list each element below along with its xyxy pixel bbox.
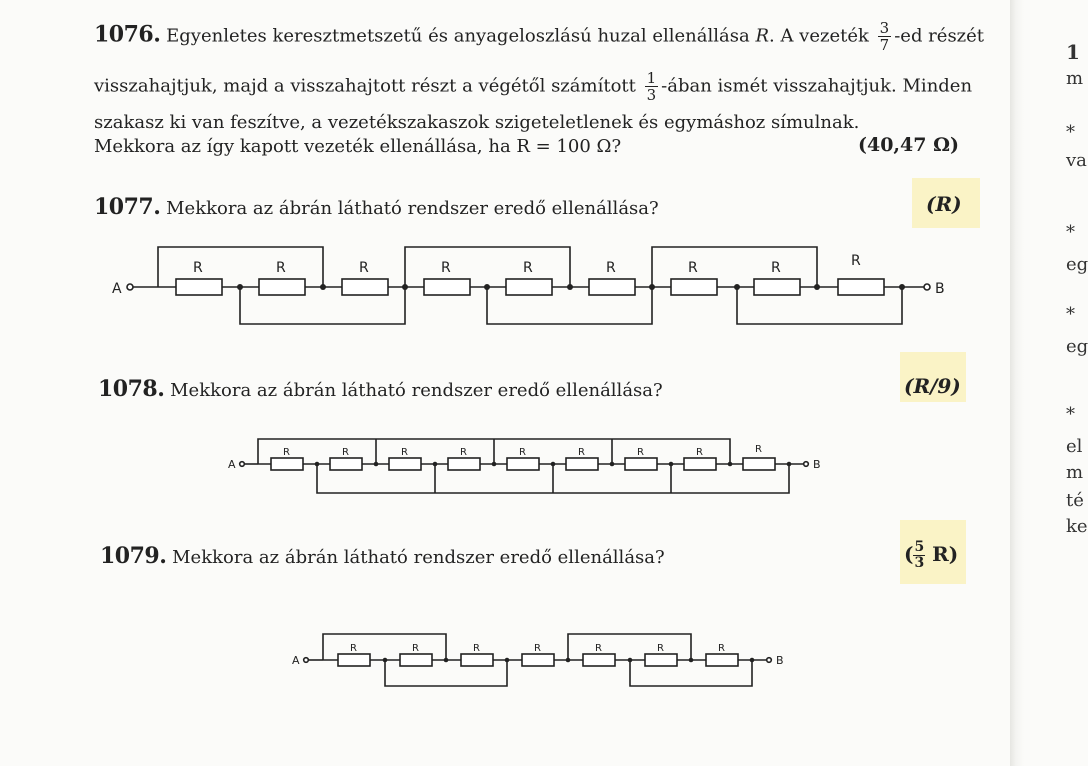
resistor [448, 458, 480, 470]
resistor-label: R [755, 444, 762, 455]
terminal-a-label: A [112, 281, 122, 297]
resistor-label: R [718, 643, 725, 654]
fraction-denominator: 3 [646, 86, 657, 104]
resistor-label: R [283, 447, 290, 458]
variable: R [755, 25, 769, 47]
resistor-label: R [342, 447, 349, 458]
problem-number: 1076. [94, 21, 161, 48]
resistor-label: R [401, 447, 408, 458]
fraction-numerator: 3 [879, 19, 890, 37]
terminal-b-label: B [776, 654, 784, 667]
resistor-label: R [276, 260, 286, 276]
resistor [522, 654, 554, 666]
problem-text: Mekkora az ábrán látható rendszer eredő ellenállása? [166, 198, 659, 219]
resistor-label: R [359, 260, 369, 276]
margin-fragment: m [1066, 68, 1084, 89]
problem-number: 1079. [100, 543, 167, 569]
resistor [625, 458, 657, 470]
resistor [671, 279, 717, 295]
margin-fragment: té [1066, 490, 1084, 511]
text-run: visszahajtjuk, majd a visszahajtott részt a végétől számított [94, 75, 636, 97]
resistor [338, 654, 370, 666]
circuit-1078 [228, 439, 821, 493]
problem-text: Mekkora az ábrán látható rendszer eredő ellenállása? [170, 380, 663, 401]
resistor [684, 458, 716, 470]
margin-fragment: * [1066, 122, 1075, 143]
resistor [589, 279, 635, 295]
text-run: -ában ismét visszahajtjuk. Minden [661, 75, 973, 97]
resistor [838, 279, 884, 295]
resistor [400, 654, 432, 666]
terminal-a [127, 284, 133, 290]
answer-1076: (40,47 Ω) [858, 134, 960, 156]
resistor-label: R [412, 643, 419, 654]
resistor-label: R [473, 643, 480, 654]
resistor [424, 279, 470, 295]
terminal-b [804, 462, 809, 467]
resistor-label: R [657, 643, 664, 654]
margin-fragment: * [1066, 304, 1075, 325]
answer-1077: (R) [926, 192, 962, 216]
terminal-b [924, 284, 930, 290]
margin-fragment: 1 [1066, 40, 1080, 64]
circuit-1077 [112, 247, 945, 324]
resistor [566, 458, 598, 470]
margin-fragment: el [1066, 436, 1083, 457]
fraction-denominator: 7 [879, 36, 890, 54]
resistor-label: R [637, 447, 644, 458]
resistor [176, 279, 222, 295]
resistor [507, 458, 539, 470]
resistor-label: R [460, 447, 467, 458]
resistor [461, 654, 493, 666]
margin-fragment: m [1066, 462, 1084, 483]
resistor-label: R [519, 447, 526, 458]
problem-1076-line4: Mekkora az így kapott vezeték ellenállása, ha R = 100 Ω? [94, 136, 622, 157]
resistor-label: R [523, 260, 533, 276]
resistor-label: R [688, 260, 698, 276]
resistor [506, 279, 552, 295]
resistor [743, 458, 775, 470]
margin-fragment: eg [1066, 254, 1088, 275]
answer-1078: (R/9) [904, 374, 961, 398]
resistor-label: R [578, 447, 585, 458]
terminal-a [304, 658, 309, 663]
resistor-label: R [350, 643, 357, 654]
resistor [271, 458, 303, 470]
resistor [645, 654, 677, 666]
margin-fragment: * [1066, 222, 1075, 243]
resistor [342, 279, 388, 295]
resistor [583, 654, 615, 666]
text-run: . A vezeték [769, 25, 869, 47]
problem-1076-line3: szakasz ki van feszítve, a vezetékszakaszok szigeteletlenek és egymáshoz símulnak. [94, 112, 860, 133]
resistor-label: R [696, 447, 703, 458]
resistor-label: R [771, 260, 781, 276]
circuit-1079 [292, 634, 784, 686]
terminal-a-label: A [228, 458, 236, 471]
terminal-a [240, 462, 245, 467]
terminal-a-label: A [292, 654, 300, 667]
resistor-label: R [441, 260, 451, 276]
fraction-denominator: 3 [914, 555, 925, 571]
text-run: Egyenletes keresztmetszetű és anyageloszlású huzal ellenállása [166, 25, 750, 47]
problem-number: 1077. [94, 194, 161, 220]
answer-tail: R) [925, 542, 959, 566]
margin-fragment: ke [1066, 516, 1088, 537]
resistor [706, 654, 738, 666]
resistor-label: R [534, 643, 541, 654]
resistor [389, 458, 421, 470]
resistor [259, 279, 305, 295]
text-run: -ed részét [894, 25, 985, 47]
terminal-b-label: B [813, 458, 821, 471]
resistor-label: R [193, 260, 203, 276]
terminal-b [767, 658, 772, 663]
resistor-label: R [851, 253, 861, 269]
problem-number: 1078. [98, 376, 165, 402]
page-gutter [1010, 0, 1083, 766]
margin-fragment: va [1066, 150, 1087, 171]
resistor-label: R [595, 643, 602, 654]
fraction-numerator: 5 [914, 539, 925, 555]
answer-paren: ( [904, 542, 914, 566]
resistor [754, 279, 800, 295]
margin-fragment: * [1066, 404, 1075, 425]
resistor-label: R [606, 260, 616, 276]
resistor [330, 458, 362, 470]
terminal-b-label: B [935, 281, 945, 297]
margin-fragment: eg [1066, 336, 1088, 357]
problem-text: Mekkora az ábrán látható rendszer eredő ellenállása? [172, 547, 665, 568]
fraction-numerator: 1 [646, 69, 657, 87]
